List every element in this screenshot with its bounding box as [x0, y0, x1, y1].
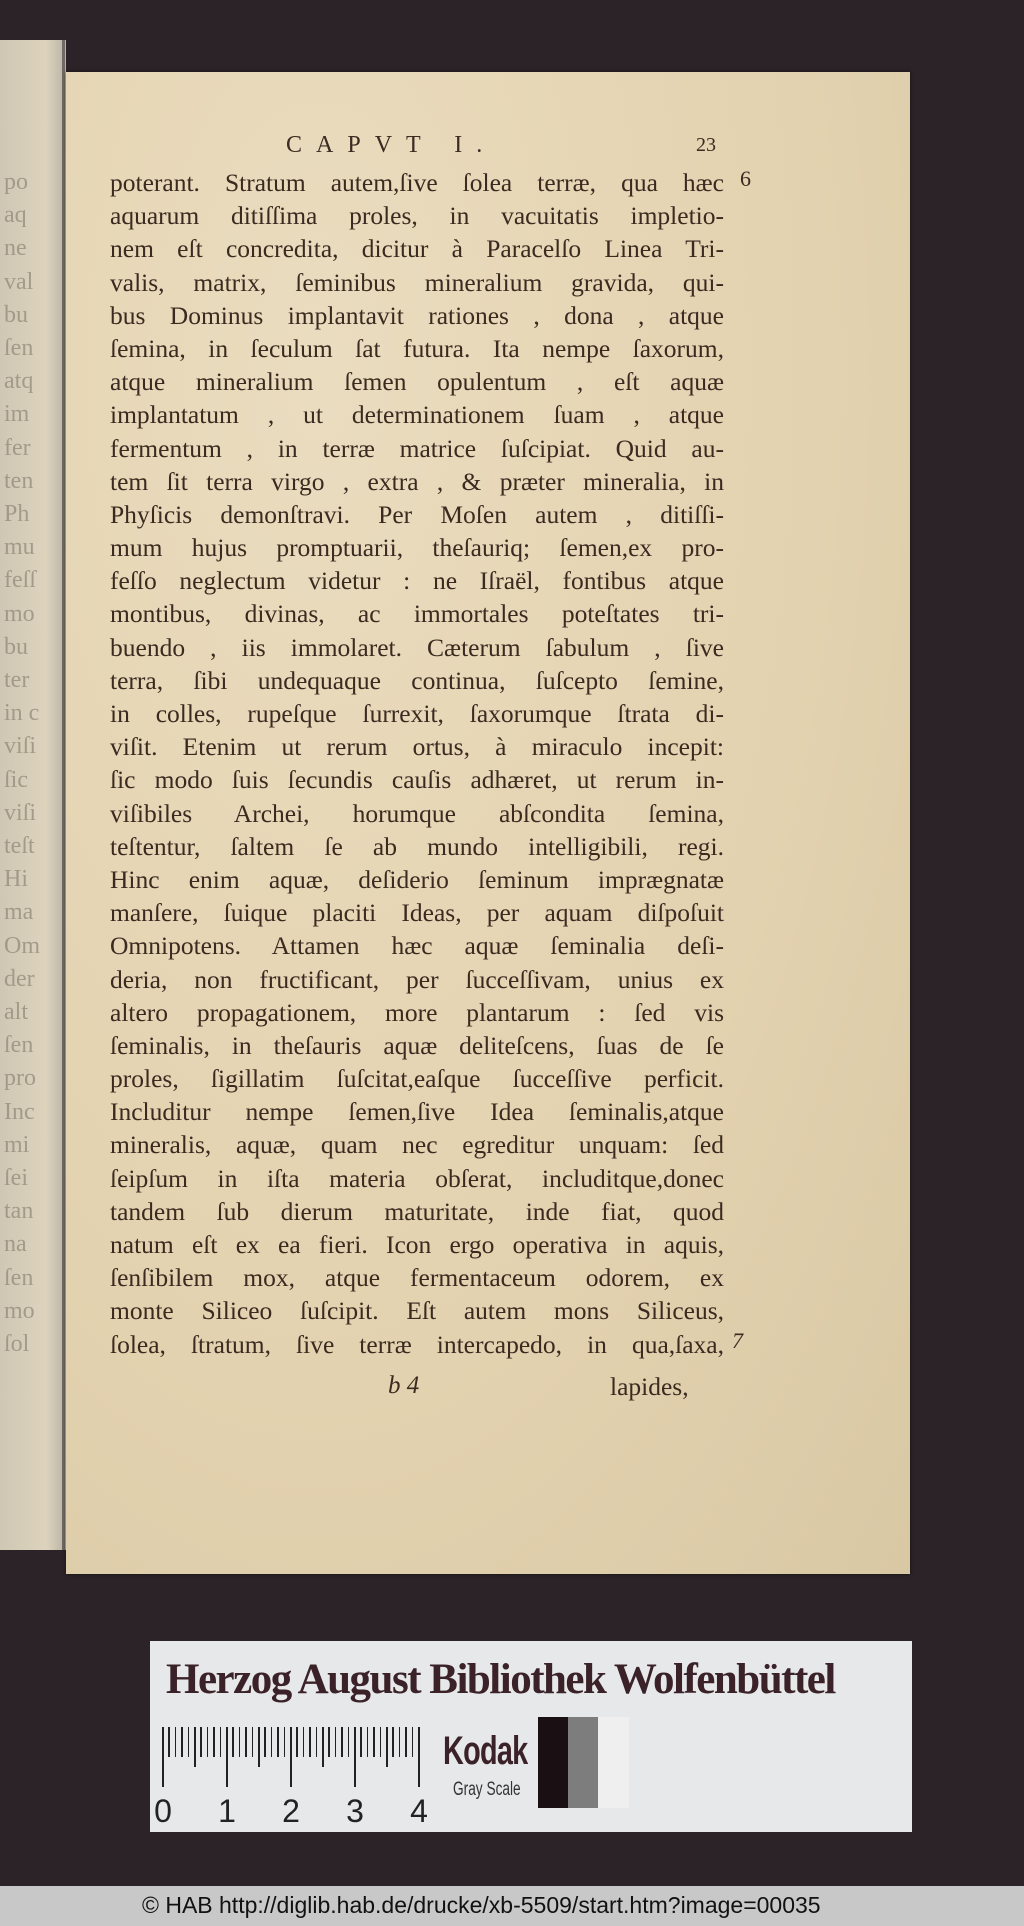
ruler-tick	[239, 1727, 241, 1757]
page-number: 23	[696, 134, 716, 156]
gray-scale-label: Gray Scale	[453, 1779, 521, 1800]
ruler-tick	[188, 1727, 190, 1757]
ruler-tick	[290, 1727, 292, 1787]
ruler-number: 4	[410, 1793, 428, 1829]
swatch-gray	[568, 1717, 598, 1808]
facing-page-fragment: ſen	[4, 1264, 34, 1291]
facing-page-fragment: mo	[4, 1297, 35, 1324]
ruler-tick	[277, 1727, 279, 1757]
text-line: terra, ſibi undequaque continua, ſuſcepto ſemine,	[110, 665, 724, 695]
ruler-tick	[252, 1727, 254, 1757]
library-name: Herzog August Bibliothek Wolfenbüttel	[166, 1656, 835, 1703]
facing-page-fragment: Hi	[4, 866, 28, 893]
text-line: in colles, rupeſque ſurrexit, ſaxorumque ſtrata di-	[110, 699, 724, 728]
text-line: viſibiles Archei, horumque abſcondita ſemina,	[110, 798, 724, 828]
color-calibration-card	[150, 1641, 912, 1832]
text-line: ſeipſum in iſta materia obſerat, includitque,donec	[110, 1163, 724, 1193]
ruler-tick	[386, 1727, 388, 1767]
text-line: Phyſicis demonſtravi. Per Moſen autem , ditiſſi-	[110, 499, 724, 529]
text-line: ſic modo ſuis ſecundis cauſis adhæret, ut rerum in-	[110, 765, 724, 795]
text-line: monte Siliceo ſuſcipit. Eſt autem mons Siliceus,	[110, 1296, 724, 1326]
text-line: mineralis, aquæ, quam nec egreditur unquam: ſed	[110, 1130, 724, 1160]
text-line: ſeminalis, in theſauris aquæ deliteſcens, ſuas de ſe	[110, 1030, 724, 1060]
ruler-tick	[175, 1727, 177, 1757]
ruler-number: 1	[218, 1793, 236, 1829]
text-line: Omnipotens. Attamen hæc aquæ ſeminalia deſi-	[110, 931, 724, 961]
facing-page-fragment: val	[4, 268, 34, 295]
ruler-tick	[181, 1727, 183, 1757]
running-head: CAPVT I.	[286, 132, 497, 158]
text-line: fermentum , in terræ matrice ſuſcipiat. Quid au-	[110, 433, 724, 463]
facing-page-fragment: ne	[4, 235, 27, 262]
text-line: deria, non fructificant, per ſucceſſivam, unius ex	[110, 964, 724, 994]
margin-note-7: 7	[732, 1328, 743, 1353]
ruler-tick	[399, 1727, 401, 1757]
ruler-tick	[162, 1727, 164, 1787]
ruler-tick	[264, 1727, 266, 1757]
ruler-tick	[380, 1727, 382, 1757]
text-line: Hinc enim aquæ, deſiderio ſeminum imprægnatæ	[110, 864, 724, 894]
text-line: ſolea, ſtratum, ſive terræ intercapedo, in qua,ſaxa,	[110, 1329, 724, 1359]
ruler-tick	[245, 1727, 247, 1757]
ruler-tick	[284, 1727, 286, 1757]
ruler-tick	[168, 1727, 170, 1757]
ruler-tick	[341, 1727, 343, 1757]
ruler-tick	[373, 1727, 375, 1757]
text-line: implantatum , ut determinationem ſuam , atque	[110, 400, 724, 430]
facing-page-fragment: na	[4, 1231, 27, 1258]
facing-page-fragment: ter	[4, 667, 30, 693]
facing-page-fragment: ſol	[4, 1331, 30, 1357]
ruler-tick	[213, 1727, 215, 1757]
facing-page-fragment: viſi	[4, 733, 37, 760]
facing-page-fragment: bu	[4, 633, 28, 660]
text-line: bus Dominus implantavit rationes , dona , atque	[110, 300, 724, 330]
ruler-tick	[303, 1727, 305, 1757]
facing-page-edge	[0, 40, 66, 1550]
ruler-tick	[412, 1727, 414, 1757]
ruler-tick	[207, 1727, 209, 1757]
swatch-white	[598, 1717, 629, 1808]
margin-note-6: 6	[740, 166, 751, 191]
text-line: tandem ſub dierum maturitate, inde fiat, quod	[110, 1196, 724, 1226]
facing-page-fragment: ten	[4, 467, 34, 494]
facing-page-fragment: ſei	[4, 1165, 28, 1191]
text-line: ſenſibilem mox, atque fermentaceum odorem, ex	[110, 1263, 724, 1293]
ruler-number: 0	[154, 1793, 172, 1829]
facing-page-fragment: bu	[4, 301, 28, 328]
facing-page-fragment: feſſ	[4, 567, 36, 594]
ruler-number: 3	[346, 1793, 364, 1829]
ruler-tick	[200, 1727, 202, 1757]
copyright-url: © HAB http://diglib.hab.de/drucke/xb-5509/start.htm?image=00035	[142, 1892, 821, 1918]
facing-page-fragment: mo	[4, 600, 35, 627]
facing-page-fragment: Ph	[4, 501, 30, 527]
ruler-tick	[335, 1727, 337, 1757]
ruler-tick	[328, 1727, 330, 1757]
text-line: teſtentur, ſaltem ſe ab mundo intelligibili, regi.	[110, 831, 724, 861]
facing-page-fragment: ſen	[4, 1032, 34, 1059]
facing-page-fragment: fer	[4, 434, 31, 461]
spine-shadow	[62, 40, 65, 1550]
text-line: atque mineralium ſemen opulentum , eſt aquæ	[110, 367, 724, 397]
text-line: buendo , iis immolaret. Cæterum ſabulum , ſive	[110, 632, 724, 662]
text-line: poterant. Stratum autem,ſive ſolea terræ, qua hæc	[110, 168, 724, 197]
text-line: feſſo neglectum videtur : ne Iſraël, fontibus atque	[110, 566, 724, 596]
facing-page-fragment: teſt	[4, 833, 35, 859]
facing-page-fragment: viſi	[4, 799, 37, 826]
facing-page-fragment: im	[4, 401, 30, 428]
facing-page-fragment: po	[4, 169, 28, 195]
text-line: nem eſt concredita, dicitur à Paracelſo Linea Tri-	[110, 234, 724, 264]
text-line: tem ſit terra virgo , extra , & præter mineralia, in	[110, 466, 724, 496]
facing-page-fragment: ſic	[4, 766, 28, 793]
ruler-number: 2	[282, 1793, 300, 1829]
kodak-logo: Kodak	[443, 1729, 528, 1773]
signature-mark: b 4	[388, 1372, 420, 1399]
ruler-tick	[392, 1727, 394, 1757]
facing-page-fragment: mu	[4, 534, 35, 561]
ruler-tick	[296, 1727, 298, 1757]
facing-page-fragment: der	[4, 965, 35, 992]
text-line: altero propagationem, more plantarum : ſed vis	[110, 997, 724, 1027]
ruler-tick	[232, 1727, 234, 1757]
text-line: mum hujus promptuarii, theſauriq; ſemen,ex pro-	[110, 533, 724, 563]
ruler-tick	[316, 1727, 318, 1757]
ruler-tick	[258, 1727, 260, 1767]
ruler-tick	[194, 1727, 196, 1767]
ruler-tick	[271, 1727, 273, 1757]
ruler-tick	[360, 1727, 362, 1757]
facing-page-fragment: atq	[4, 368, 34, 395]
text-line: Includitur nempe ſemen,ſive Idea ſeminalis,atque	[110, 1097, 724, 1127]
facing-page-fragment: pro	[4, 1065, 36, 1092]
facing-page-fragment: tan	[4, 1198, 34, 1225]
ruler-tick	[354, 1727, 356, 1787]
ruler-tick	[367, 1727, 369, 1757]
ruler-tick	[348, 1727, 350, 1757]
facing-page-fragment: ma	[4, 899, 34, 926]
facing-page-fragment: aq	[4, 202, 27, 229]
ruler-tick	[418, 1727, 420, 1787]
text-line: proles, ſigillatim ſuſcitat,eaſque ſucceſſive perficit.	[110, 1064, 724, 1094]
body-text	[110, 166, 724, 1361]
ruler-tick	[226, 1727, 228, 1787]
facing-page-fragment: alt	[4, 999, 28, 1025]
text-line: ſemina, in ſeculum ſat futura. Ita nempe ſaxorum,	[110, 333, 724, 363]
text-line: manſere, ſuique placiti Ideas, per aquam diſpoſuit	[110, 898, 724, 928]
text-line: montibus, divinas, ac immortales poteſtates tri-	[110, 599, 724, 629]
swatch-black	[538, 1717, 568, 1808]
ruler-tick	[309, 1727, 311, 1757]
text-line: valis, matrix, ſeminibus mineralium gravida, qui-	[110, 267, 724, 297]
text-line: viſit. Etenim ut rerum ortus, à miraculo incepit:	[110, 732, 724, 762]
facing-page-fragment: Om	[4, 932, 40, 959]
facing-page-fragment: ſen	[4, 335, 34, 361]
footer-bar	[0, 1886, 1024, 1926]
ruler-tick	[405, 1727, 407, 1757]
facing-page-fragment: in c	[4, 700, 40, 727]
catchword: lapides,	[610, 1372, 689, 1401]
ruler-tick	[220, 1727, 222, 1757]
ruler	[150, 1641, 910, 1832]
facing-page-fragment: Inc	[4, 1098, 35, 1125]
ruler-tick	[322, 1727, 324, 1767]
text-line: aquarum ditiſſima proles, in vacuitatis impletio-	[110, 201, 724, 231]
text-line: natum eſt ex ea fieri. Icon ergo operativa in aquis,	[110, 1230, 724, 1259]
facing-page-fragment: mi	[4, 1131, 30, 1158]
